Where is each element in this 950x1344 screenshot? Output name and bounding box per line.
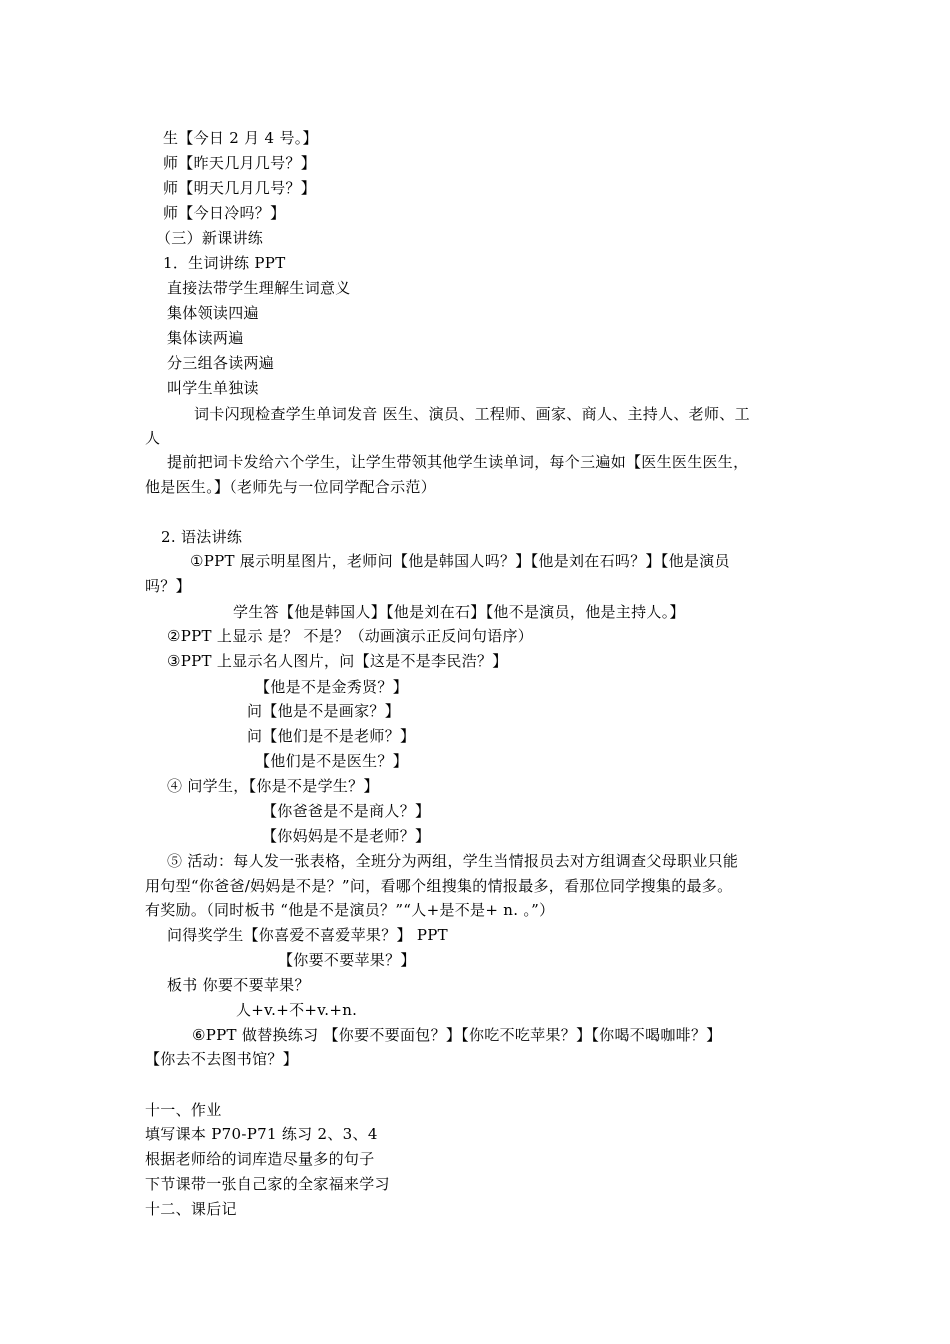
section-heading: （三）新课讲练 [156,229,264,247]
text-line: 直接法带学生理解生词意义 [167,279,351,297]
text-line: 板书 你要不要苹果？ [167,976,310,994]
dialogue-line: 师【昨天几月几号？】 [163,154,317,172]
text-line: 问【他是不是画家？】 [247,702,401,720]
text-line: 词卡闪现检查学生单词发音 医生、演员、工程师、画家、商人、主持人、老师、工 [194,405,750,423]
subsection-heading: 2. 语法讲练 [161,528,243,546]
text-line: 填写课本 P70-P71 练习 2、3、4 [145,1125,378,1143]
text-line: 他是医生。】（老师先与一位同学配合示范） [145,478,437,496]
text-line: 集体领读四遍 [167,304,259,322]
text-line: 人 [145,429,161,447]
text-line: 【你要不要苹果？】 [278,951,416,969]
formula-line: 人+v.+不+v.+n. [236,1001,358,1019]
text-line: 下节课带一张自己家的全家福来学习 [145,1175,390,1193]
text-line: 【你爸爸是不是商人？】 [262,802,431,820]
dialogue-line: 师【今日冷吗？】 [163,204,286,222]
text-line: 根据老师给的词库造尽量多的句子 [145,1150,375,1168]
text-line: 【你去不去图书馆？】 [145,1050,299,1068]
text-line: ①PPT 展示明星图片，老师问【他是韩国人吗？】【他是刘在石吗？】【他是演员 [190,552,730,570]
text-line: 用句型“你爸爸/妈妈是不是？”问，看哪个组搜集的情报最多，看那位同学搜集的最多。 [145,877,733,895]
text-line: ②PPT 上显示 是？ 不是？（动画演示正反问句语序） [167,627,534,645]
text-line: 提前把词卡发给六个学生，让学生带领其他学生读单词，每个三遍如【医生医生医生， [167,453,749,471]
text-line: 分三组各读两遍 [167,354,275,372]
text-line: 问【他们是不是老师？】 [247,727,416,745]
text-line: 【他们是不是医生？】 [255,752,409,770]
text-line: 【他是不是金秀贤？】 [255,678,409,696]
text-line: ④ 问学生，【你是不是学生？】 [167,777,379,795]
text-line: 吗？】 [145,577,191,595]
text-line: ⑤ 活动：每人发一张表格，全班分为两组，学生当情报员去对方组调查父母职业只能 [167,852,739,870]
text-line: 叫学生单独读 [167,379,259,397]
subsection-heading: 1．生词讲练 PPT [163,254,286,272]
text-line: 问得奖学生【你喜爱不喜爱苹果？】 PPT [167,926,448,944]
section-heading: 十一、作业 [145,1101,222,1119]
text-line: 学生答【他是韩国人】【他是刘在石】【他不是演员，他是主持人。】 [233,603,685,621]
dialogue-line: 生【今日 2 月 4 号。】 [163,129,318,147]
text-line: 【你妈妈是不是老师？】 [262,827,431,845]
section-heading: 十二、课后记 [145,1200,237,1218]
text-line: 集体读两遍 [167,329,244,347]
text-line: ⑥PPT 做替换练习 【你要不要面包？】【你吃不吃苹果？】【你喝不喝咖啡？】 [192,1026,722,1044]
text-line: 有奖励。（同时板书 “他是不是演员？”“人+是不是+ n. 。”） [145,901,555,919]
dialogue-line: 师【明天几月几号？】 [163,179,317,197]
text-line: ③PPT 上显示名人图片，问【这是不是李民浩？】 [167,652,508,670]
